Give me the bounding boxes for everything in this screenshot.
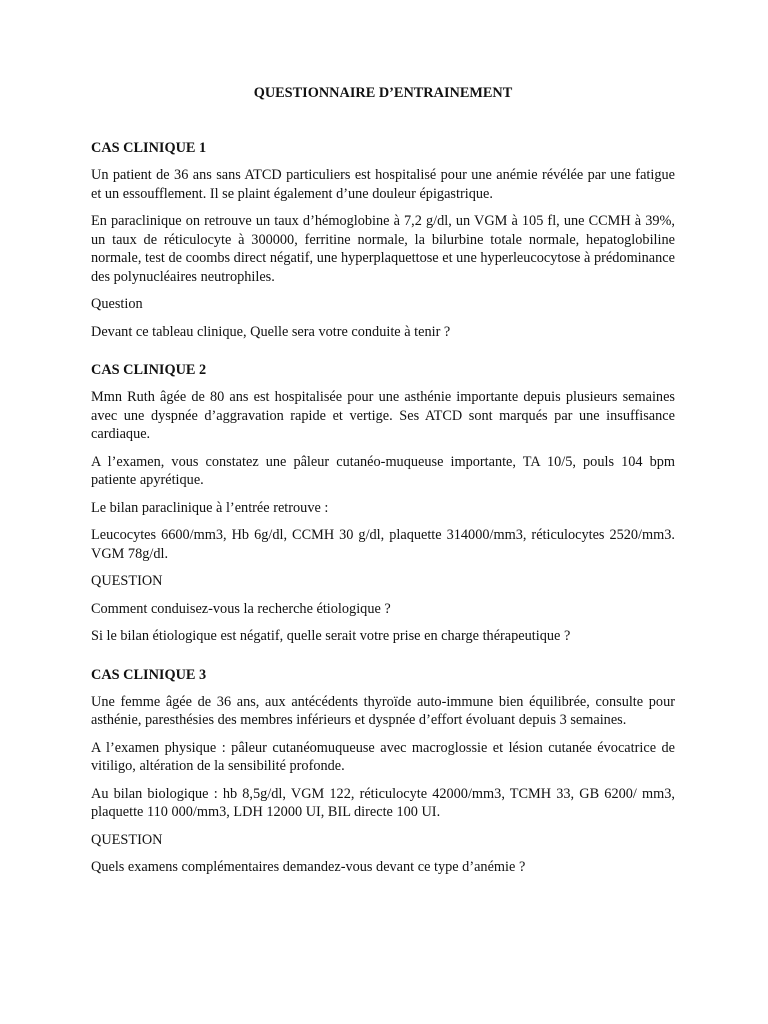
- question-text: Comment conduisez-vous la recherche étiologique ?: [91, 600, 391, 617]
- case-paragraph: A l’examen physique : pâleur cutanéomuqueuse avec macroglossie et lésion cutanée évocatrice de vitiligo, altération de la sensibilité profonde.: [91, 739, 675, 774]
- case-paragraph: A l’examen, vous constatez une pâleur cutanéo-muqueuse importante, TA 10/5, pouls 104 bpm patiente apyrétique.: [91, 453, 675, 488]
- case-paragraph: Une femme âgée de 36 ans, aux antécédents thyroïde auto-immune bien équilibrée, consulte pour asthénie, paresthésies des membres inférieurs et dyspnée d’effort évoluant depuis 3 semaines.: [91, 693, 675, 728]
- case-paragraph: Mmn Ruth âgée de 80 ans est hospitalisée pour une asthénie importante depuis plusieurs semaines avec une dyspnée d’aggravation rapide et vertige. Ses ATCD sont marqués par une insuffisance cardiaque.: [91, 389, 675, 442]
- question-text: Devant ce tableau clinique, Quelle sera votre conduite à tenir ?: [91, 323, 451, 340]
- case-paragraph: Le bilan paraclinique à l’entrée retrouve :: [91, 499, 329, 516]
- case-paragraph: En paraclinique on retrouve un taux d’hémoglobine à 7,2 g/dl, un VGM à 105 fl, une CCMH à 39%, un taux de réticulocyte à 300000, ferritine normale, la bilurbine totale normale, hepatoglobiline normale, test de coombs direct négatif, une hyperplaquettose et une hyperleucocytose à prédominance des polynucléaires neutrophiles.: [91, 213, 675, 285]
- question-text: Quels examens complémentaires demandez-vous devant ce type d’anémie ?: [91, 859, 526, 875]
- case-3: [91, 666, 675, 877]
- case-paragraph: Un patient de 36 ans sans ATCD particuliers est hospitalisé pour une anémie révélée par une fatigue et un essoufflement. Il se plaint également d’une douleur épigastrique.: [91, 167, 675, 202]
- case-1: [91, 139, 675, 341]
- case-paragraph: Leucocytes 6600/mm3, Hb 6g/dl, CCMH 30 g/dl, plaquette 314000/mm3, réticulocytes 2520/mm3. VGM 78g/dl.: [91, 527, 675, 562]
- question-label: Question: [91, 296, 143, 312]
- case-heading: CAS CLINIQUE 3: [91, 666, 207, 683]
- case-heading: CAS CLINIQUE 1: [91, 140, 207, 156]
- case-paragraph: Au bilan biologique : hb 8,5g/dl, VGM 122, réticulocyte 42000/mm3, TCMH 33, GB 6200/ mm3, plaquette 110 000/mm3, LDH 12000 UI, BIL directe 100 UI.: [91, 785, 675, 820]
- case-heading: CAS CLINIQUE 2: [91, 362, 207, 378]
- question-label: QUESTION: [91, 573, 163, 589]
- case-2: [91, 361, 675, 646]
- question-label: QUESTION: [91, 831, 163, 848]
- document-title: QUESTIONNAIRE D’ENTRAINEMENT: [253, 85, 513, 101]
- question-text: Si le bilan étiologique est négatif, quelle serait votre prise en charge thérapeutique ?: [91, 628, 571, 644]
